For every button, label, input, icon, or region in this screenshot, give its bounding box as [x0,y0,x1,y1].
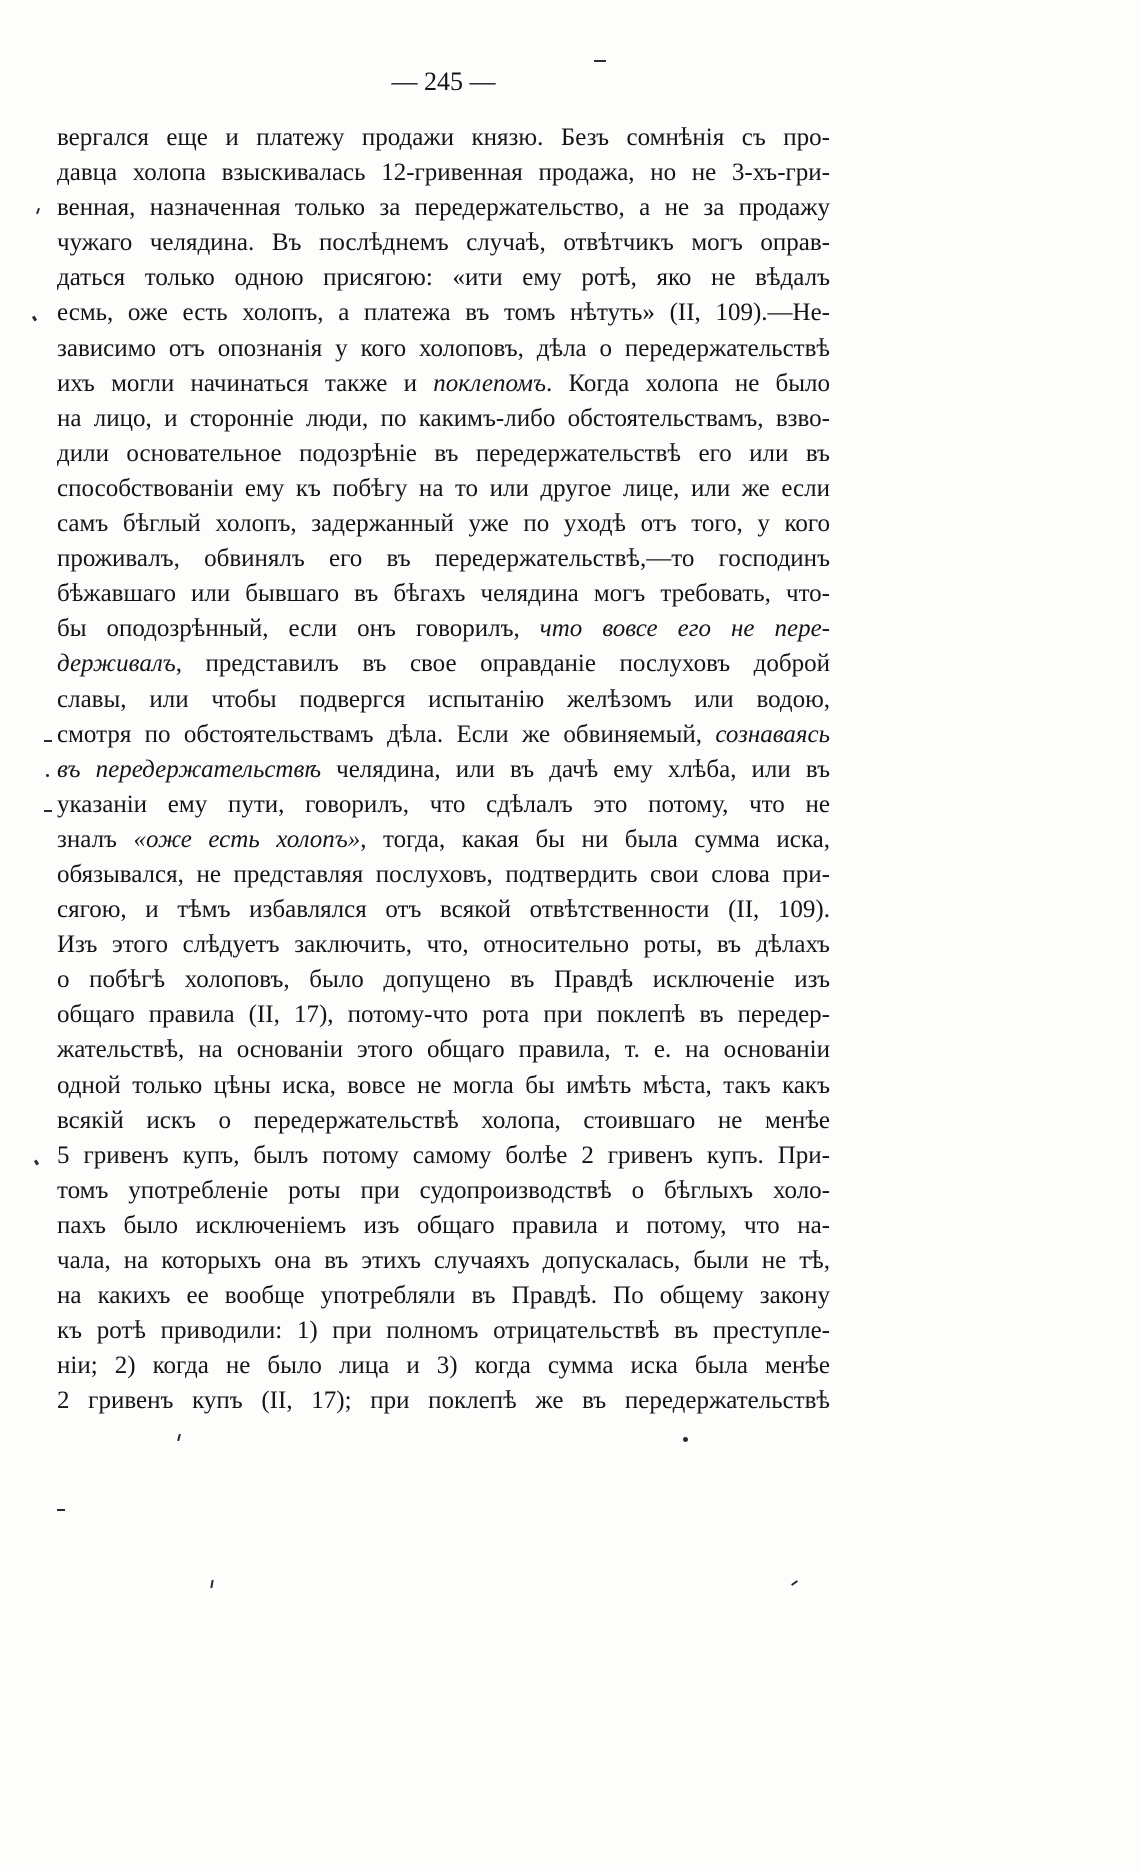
text-line: чужаго челядина. Въ послѣднемъ случаѣ, отвѣтчикъ могъ оправ- [57,229,830,257]
text-line: на лицо, и сторонніе люди, по какимъ-либо обстоятельствамъ, взво- [57,404,830,432]
text-line: 5 гривенъ купъ, былъ потому самому болѣе 2 гривенъ купъ. При- [57,1141,830,1169]
text-segment: зналъ [57,825,134,853]
text-segment: . Когда холопа не было [545,369,830,397]
text-segment: бы оподозрѣнный, если онъ говорилъ, [57,615,540,643]
text-line: указаніи ему пути, говорилъ, что сдѣлалъ это потому, что не [57,790,830,818]
text-line: есмь, оже есть холопъ, а платежа въ томъ нѣтуть» (II, 109).—Не- [57,299,830,327]
scan-speck [34,1160,39,1166]
italic-segment: поклепомъ [433,369,546,397]
text-line: всякій искъ о передержательствѣ холопа, стоившаго не менѣе [57,1106,830,1134]
text-line [57,752,830,787]
text-line: о побѣгѣ холоповъ, было допущено въ Правдѣ исключеніе изъ [57,966,830,994]
page-number: — 245 — [391,67,496,96]
text-line: къ ротѣ приводили: 1) при полномъ отрицательствѣ въ преступле- [57,1317,830,1345]
text-segment: челядина, или въ дачѣ ему хлѣба, или въ [321,755,830,783]
text-line [57,717,830,752]
text-line: проживалъ, обвинялъ его въ передержательствѣ,—то господинъ [57,545,830,573]
text-line: самъ бѣглый холопъ, задержанный уже по уходѣ отъ того, у кого [57,510,830,538]
text-segment: ихъ могли начинаться также и [57,369,434,397]
text-line: давца холопа взыскивалась 12-гривенная продажа, но не 3-хъ-гри- [57,159,830,187]
italic-segment: въ передержательствѣ [57,755,322,783]
italic-segment: держивалъ [57,650,176,678]
scan-speck [57,1509,65,1511]
text-line: дили основательное подозрѣніе въ передержательствѣ его или въ [57,439,830,467]
text-line: жательствѣ, на основаніи этого общаго правила, т. е. на основаніи [57,1036,830,1064]
text-line: сягою, и тѣмъ избавлялся отъ всякой отвѣтственности (II, 109). [57,896,830,924]
scan-speck [791,1580,798,1586]
text-line: вергался еще и платежу продажи князю. Безъ сомнѣнія съ про- [57,124,830,151]
text-line: на какихъ ее вообще употребляли въ Правдѣ. По общему закону [57,1282,830,1310]
text-line: общаго правила (II, 17), потому-что рота при поклепѣ въ передер- [57,1001,830,1029]
scan-speck [683,1437,688,1442]
scan-speck [177,1434,181,1441]
scan-speck [44,740,52,742]
text-line: Изъ этого слѣдуетъ заключить, что, относительно роты, въ дѣлахъ [57,931,830,959]
text-line: бѣжавшаго или бывшаго въ бѣгахъ челядина могъ требовать, что- [57,580,830,608]
text-line: способствованіи ему къ побѣгу на то или другое лице, или же если [57,474,830,502]
text-line: обязывался, не представляя послуховъ, подтвердить свои слова при- [57,860,830,888]
text-line: венная, назначенная только за передержательство, а не за продажу [57,194,830,222]
italic-segment: что вовсе его не пере- [539,615,830,643]
text-line: пахъ было исключеніемъ изъ общаго правила и потому, что на- [57,1211,830,1239]
text-line: даться только одною присягою: «ити ему ротѣ, яко не вѣдалъ [57,264,830,292]
text-segment: , представилъ въ свое оправданіе послуховъ доброй [175,650,830,678]
text-line: чала, на которыхъ она въ этихъ случаяхъ допускалась, были не тѣ, [57,1247,830,1274]
text-line: 2 гривенъ купъ (II, 17); при поклепѣ же въ передержательствѣ [57,1387,830,1415]
text-line [57,646,830,681]
scan-speck [32,316,37,322]
scan-speck [46,774,49,777]
text-segment: , тогда, какая бы ни была сумма иска, [360,825,830,853]
text-line [57,611,830,646]
body-text [57,120,830,1418]
text-segment: смотря по обстоятельствамъ дѣла. Если же обвиняемый, [57,720,716,748]
text-line [57,822,830,857]
italic-segment: сознаваясь [715,720,830,748]
italic-segment: «оже есть холопъ» [133,825,361,853]
scan-speck [210,1580,213,1588]
text-line: одной только цѣны иска, вовсе не могла бы имѣть мѣста, такъ какъ [57,1071,830,1099]
text-line: славы, или чтобы подвергся испытанію желѣзомъ или водою, [57,685,830,713]
text-line: томъ употребленіе роты при судопроизводствѣ о бѣглыхъ холо- [57,1176,830,1204]
scan-speck [36,208,40,214]
text-line: ніи; 2) когда не было лица и 3) когда сумма иска была менѣе [57,1352,830,1380]
scan-speck [594,60,606,62]
text-line [57,366,830,401]
scan-speck [44,810,52,812]
text-line: зависимо отъ опознанія у кого холоповъ, дѣла о передержательствѣ [57,334,830,362]
